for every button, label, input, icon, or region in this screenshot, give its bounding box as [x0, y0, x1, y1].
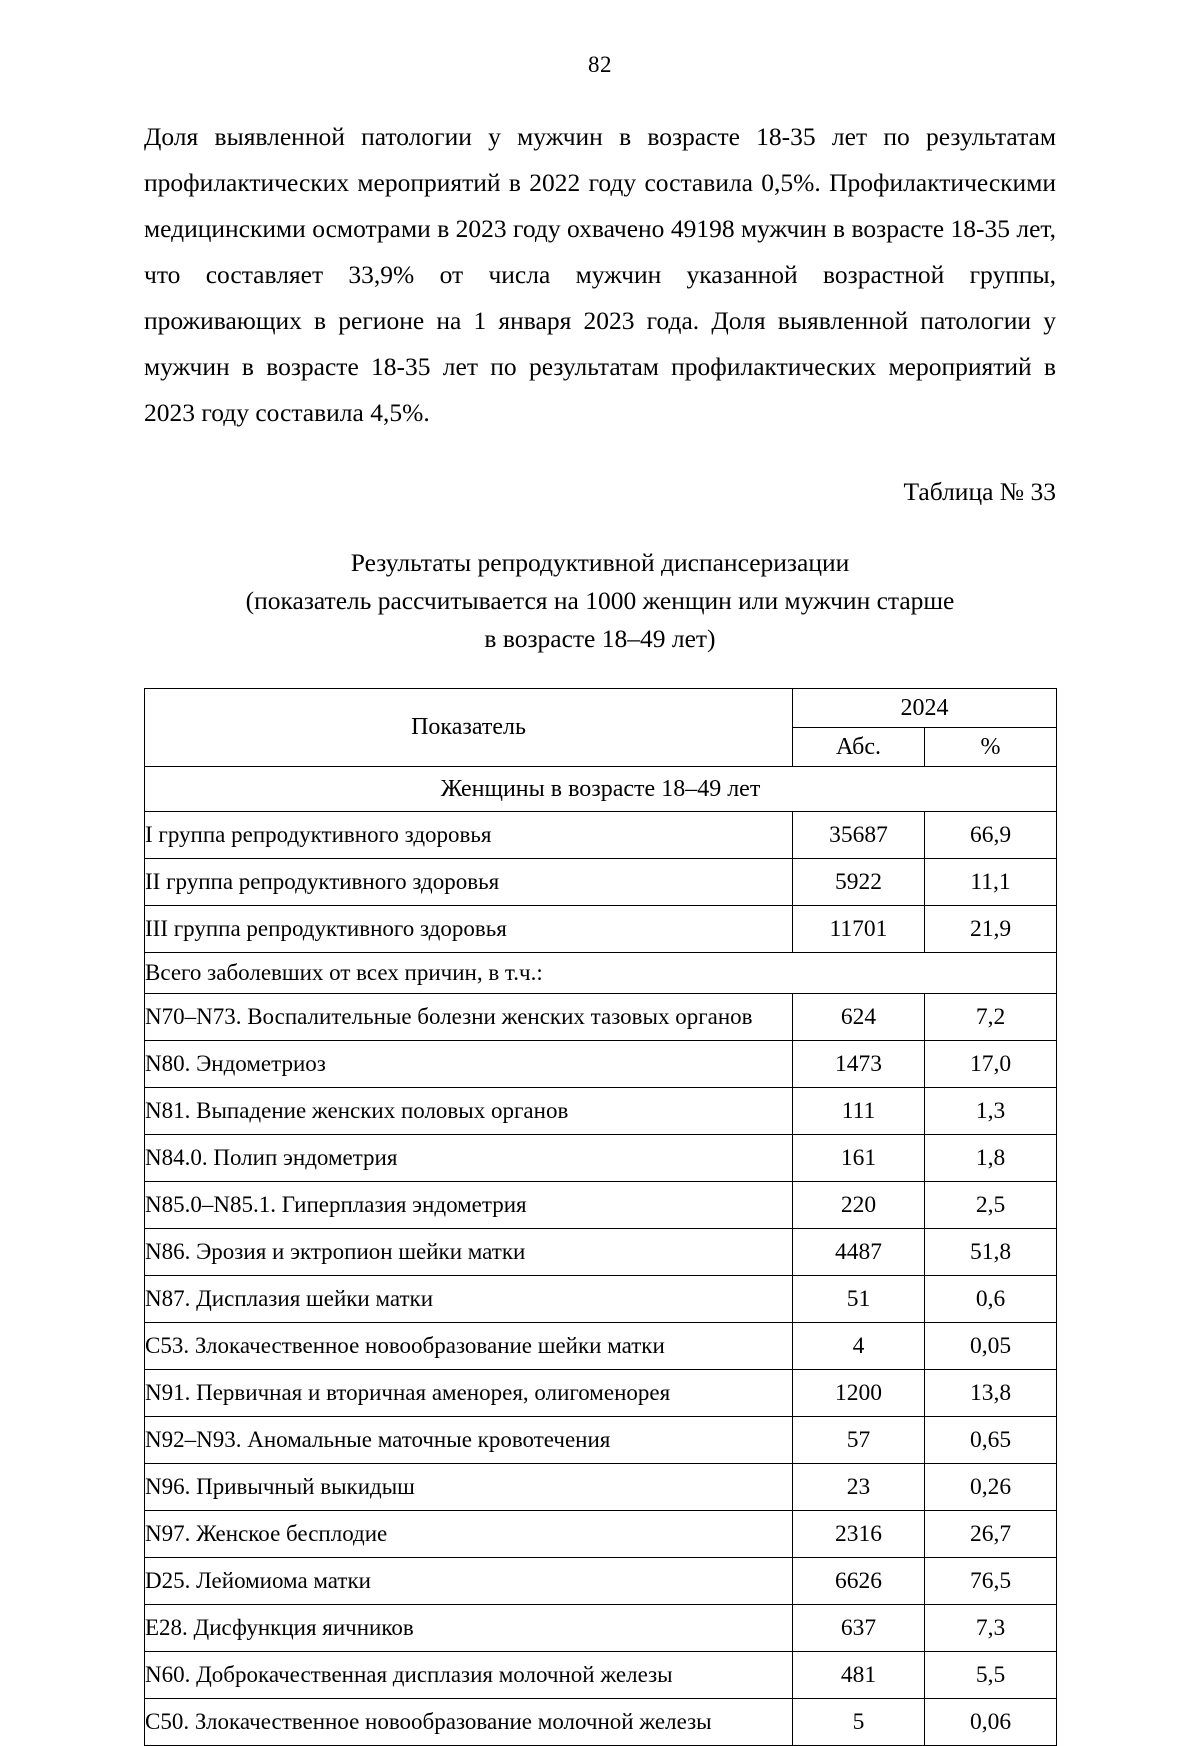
- table-header-row-1: [145, 689, 1057, 728]
- cell-pct: 21,9: [925, 906, 1057, 953]
- table-section-row: [145, 767, 1057, 812]
- table-row: [145, 1041, 1057, 1088]
- cell-pct: 5,5: [925, 1652, 1057, 1699]
- cell-indicator: N70–N73. Воспалительные болезни женских тазовых органов: [145, 994, 793, 1041]
- table-row: [145, 1605, 1057, 1652]
- table-row: [145, 1464, 1057, 1511]
- table-title: [144, 544, 1056, 658]
- cell-indicator: N84.0. Полип эндометрия: [145, 1135, 793, 1182]
- cell-pct: 0,6: [925, 1276, 1057, 1323]
- cell-abs: 57: [793, 1417, 925, 1464]
- cell-abs: 11701: [793, 906, 925, 953]
- section-label-women: Женщины в возрасте 18–49 лет: [145, 767, 1057, 812]
- table-row: [145, 1182, 1057, 1229]
- table-body-diseases: [145, 994, 1057, 1746]
- table-body-total: [145, 953, 1057, 994]
- cell-indicator: Е28. Дисфункция яичников: [145, 1605, 793, 1652]
- cell-abs: 51: [793, 1276, 925, 1323]
- table-row: [145, 859, 1057, 906]
- table-row: [145, 1088, 1057, 1135]
- cell-pct: 13,8: [925, 1370, 1057, 1417]
- table-title-line-1: Результаты репродуктивной диспансеризации: [350, 548, 850, 577]
- cell-abs: 6626: [793, 1558, 925, 1605]
- cell-indicator: N97. Женское бесплодие: [145, 1511, 793, 1558]
- page-number: 82: [588, 52, 612, 77]
- column-header-pct: %: [925, 728, 1057, 767]
- cell-indicator: N86. Эрозия и эктропион шейки матки: [145, 1229, 793, 1276]
- cell-abs: 1473: [793, 1041, 925, 1088]
- table-body-groups: [145, 812, 1057, 953]
- cell-abs: 5922: [793, 859, 925, 906]
- table-row: [145, 1417, 1057, 1464]
- cell-pct: 1,3: [925, 1088, 1057, 1135]
- cell-pct: 0,06: [925, 1699, 1057, 1746]
- table-row: [145, 906, 1057, 953]
- table-row: [145, 1323, 1057, 1370]
- cell-pct: 7,3: [925, 1605, 1057, 1652]
- cell-abs: 2316: [793, 1511, 925, 1558]
- cell-abs: 220: [793, 1182, 925, 1229]
- table-row: [145, 1370, 1057, 1417]
- table-title-line-3: в возрасте 18–49 лет): [484, 624, 716, 653]
- cell-indicator: N81. Выпадение женских половых органов: [145, 1088, 793, 1135]
- table-row: [145, 1652, 1057, 1699]
- cell-abs: 624: [793, 994, 925, 1041]
- cell-indicator: N85.0–N85.1. Гиперплазия эндометрия: [145, 1182, 793, 1229]
- cell-indicator: N91. Первичная и вторичная аменорея, олигоменорея: [145, 1370, 793, 1417]
- cell-pct: 2,5: [925, 1182, 1057, 1229]
- cell-indicator: II группа репродуктивного здоровья: [145, 859, 793, 906]
- cell-pct: 1,8: [925, 1135, 1057, 1182]
- body-paragraph: Доля выявленной патологии у мужчин в возрасте 18-35 лет по результатам профилактических мероприятий в 2022 году составила 0,5%. Профилактическими медицинскими осмотрами в 2023 году охвачено 49198 мужчин в возрасте 18-35 лет, что составляет 33,9% от числа мужчин указанной возрастной группы, проживающих в регионе на 1 января 2023 года. Доля выявленной патологии у мужчин в возрасте 18-35 лет по результатам профилактических мероприятий в 2023 году составила 4,5%.: [144, 122, 1056, 427]
- cell-pct: 7,2: [925, 994, 1057, 1041]
- cell-indicator: N92–N93. Аномальные маточные кровотечения: [145, 1417, 793, 1464]
- cell-abs: 161: [793, 1135, 925, 1182]
- cell-indicator: N60. Доброкачественная дисплазия молочной железы: [145, 1652, 793, 1699]
- cell-indicator: N96. Привычный выкидыш: [145, 1464, 793, 1511]
- cell-indicator: I группа репродуктивного здоровья: [145, 812, 793, 859]
- table-row: [145, 812, 1057, 859]
- cell-abs: 481: [793, 1652, 925, 1699]
- cell-pct: 11,1: [925, 859, 1057, 906]
- table-row: [145, 1558, 1057, 1605]
- cell-indicator: С53. Злокачественное новообразование шейки матки: [145, 1323, 793, 1370]
- reproductive-screening-table: [144, 688, 1057, 1746]
- cell-indicator: С50. Злокачественное новообразование молочной железы: [145, 1699, 793, 1746]
- cell-pct: 0,65: [925, 1417, 1057, 1464]
- cell-pct: 0,26: [925, 1464, 1057, 1511]
- cell-indicator: III группа репродуктивного здоровья: [145, 906, 793, 953]
- cell-pct: 51,8: [925, 1229, 1057, 1276]
- cell-abs: 111: [793, 1088, 925, 1135]
- table-row: [145, 1276, 1057, 1323]
- cell-indicator: N80. Эндометриоз: [145, 1041, 793, 1088]
- table-row: [145, 953, 1057, 994]
- cell-pct: 26,7: [925, 1511, 1057, 1558]
- cell-indicator: N87. Дисплазия шейки матки: [145, 1276, 793, 1323]
- table-row: [145, 1511, 1057, 1558]
- table-row: [145, 994, 1057, 1041]
- cell-abs: 637: [793, 1605, 925, 1652]
- cell-abs: 4487: [793, 1229, 925, 1276]
- cell-indicator: D25. Лейомиома матки: [145, 1558, 793, 1605]
- cell-pct: 0,05: [925, 1323, 1057, 1370]
- cell-abs: 23: [793, 1464, 925, 1511]
- column-header-year: 2024: [793, 689, 1057, 728]
- cell-pct: 17,0: [925, 1041, 1057, 1088]
- cell-abs: 5: [793, 1699, 925, 1746]
- cell-abs: 4: [793, 1323, 925, 1370]
- document-page: [0, 52, 1200, 1745]
- column-header-abs: Абс.: [793, 728, 925, 767]
- cell-abs: 35687: [793, 812, 925, 859]
- total-causes-label: Всего заболевших от всех причин, в т.ч.:: [145, 953, 1057, 994]
- cell-pct: 76,5: [925, 1558, 1057, 1605]
- table-row: [145, 1229, 1057, 1276]
- table-label: Таблица № 33: [903, 477, 1056, 506]
- column-header-indicator: Показатель: [145, 689, 793, 767]
- cell-abs: 1200: [793, 1370, 925, 1417]
- table-title-line-2: (показатель рассчитывается на 1000 женщин или мужчин старше: [245, 586, 955, 615]
- page-content: [144, 114, 1056, 1746]
- table-row: [145, 1699, 1057, 1746]
- table-row: [145, 1135, 1057, 1182]
- cell-pct: 66,9: [925, 812, 1057, 859]
- table-head: [145, 689, 1057, 767]
- table-body: [145, 767, 1057, 812]
